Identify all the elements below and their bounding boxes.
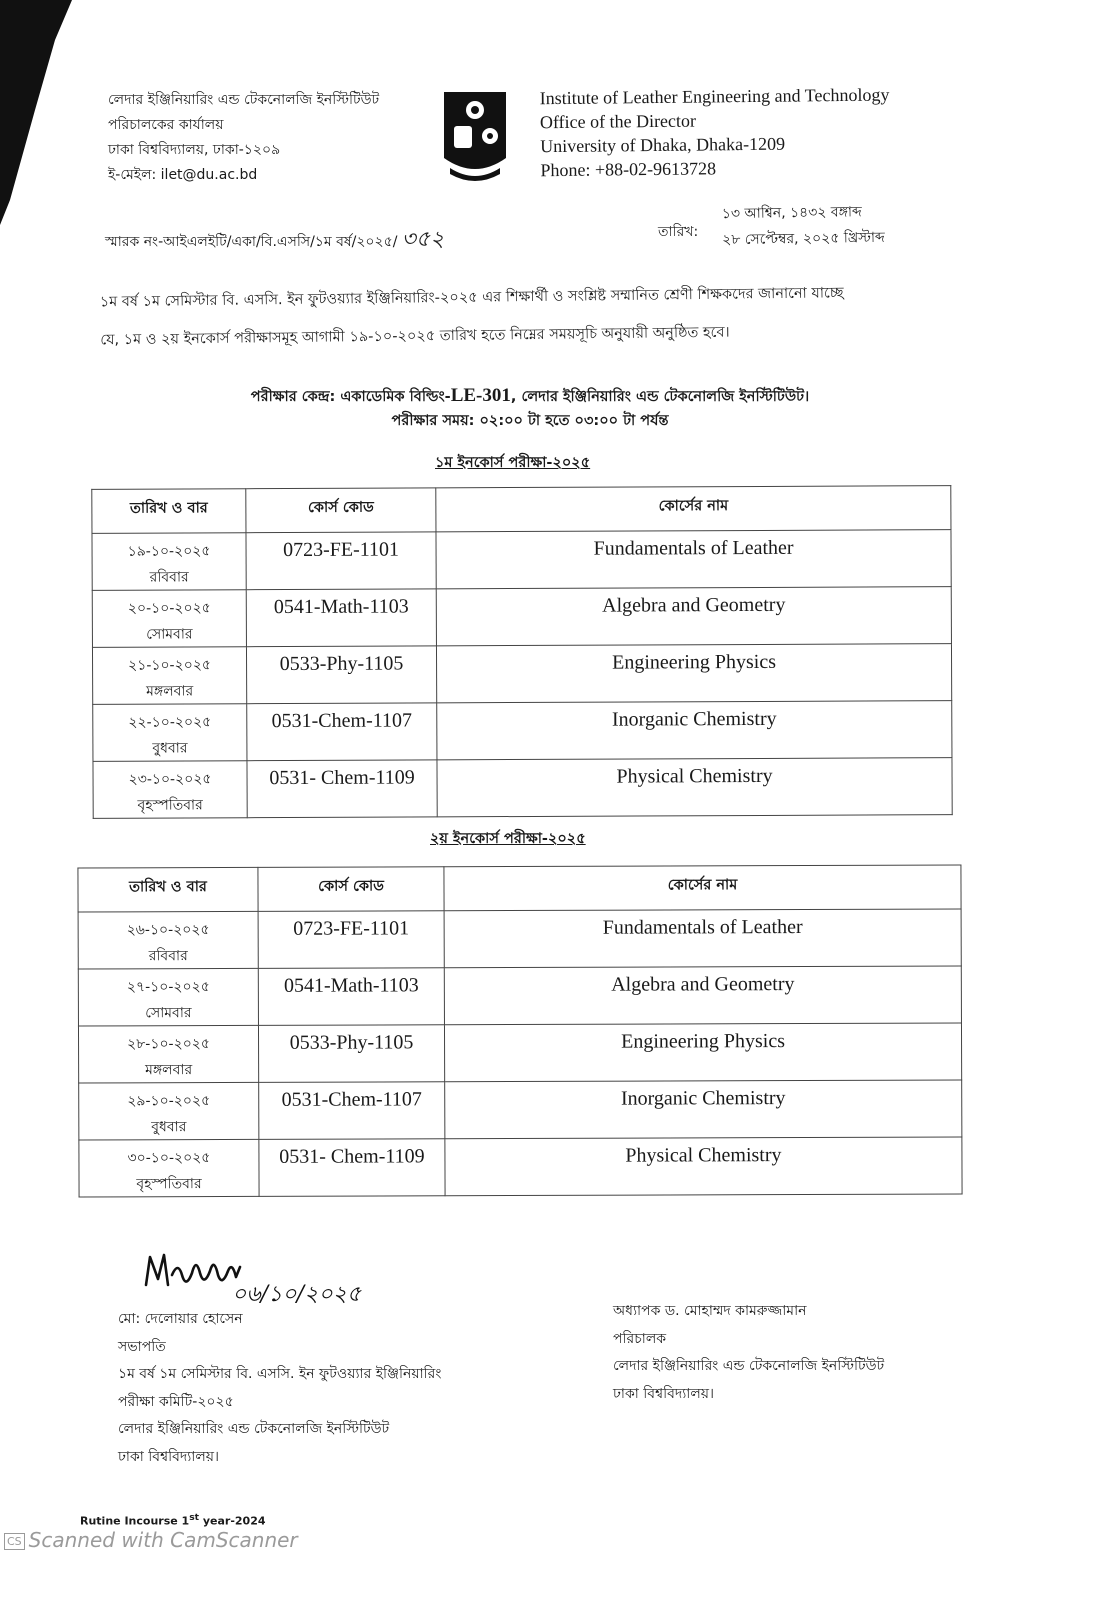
exam-center (120, 384, 940, 409)
name-cell (444, 966, 961, 1025)
camscanner-text: Scanned with CamScanner (28, 1528, 298, 1552)
exam-date: ২৮-১০-২০২৫ (127, 1036, 211, 1053)
memo-number: ৩৫২ (401, 227, 445, 252)
exam-day: সোমবার (145, 1005, 192, 1022)
exam-venue-block (120, 384, 940, 433)
header-right-block (540, 82, 961, 182)
course-code: 0531-Chem-1107 (281, 1088, 422, 1111)
date-cell (78, 1025, 258, 1083)
exam-date: ২১-১০-২০২৫ (128, 657, 212, 674)
exam-date: ২৩-১০-২০২৫ (128, 771, 212, 788)
code-cell (247, 703, 437, 761)
exam-day: মঙ্গলবার (146, 683, 194, 700)
course-code: 0723-FE-1101 (283, 538, 400, 562)
date-cell (93, 761, 247, 819)
table-row (92, 530, 951, 591)
code-cell (247, 760, 437, 818)
date-label: তারিখ: (658, 224, 699, 240)
course-name: Physical Chemistry (616, 764, 773, 788)
date-values (722, 199, 885, 253)
date-cell (78, 911, 258, 969)
course-name: Fundamentals of Leather (593, 536, 794, 560)
name-cell (436, 587, 951, 646)
exam-date: ১৯-১০-২০২৫ (127, 543, 211, 560)
exam-date: ২৬-১০-২০২৫ (126, 922, 210, 939)
code-cell (259, 1139, 445, 1197)
footer-note-suffix: year-2024 (199, 1514, 266, 1528)
name-cell (445, 1080, 962, 1139)
camscanner-watermark (4, 1528, 298, 1552)
university-address: University of Dhaka, Dhaka-1209 (540, 133, 786, 157)
name-cell (436, 644, 951, 703)
signatory-title: সভাপতি (118, 1338, 166, 1355)
column-header-code: কোর্স কোড (246, 488, 436, 533)
code-cell (259, 1082, 445, 1140)
footer-note-prefix: Rutine Incourse 1 (80, 1514, 190, 1528)
signatory-name: মো: দেলোয়ার হোসেন (118, 1311, 243, 1327)
footer-note (80, 1512, 266, 1528)
exam-date: ২৭-১০-২০২৫ (126, 979, 210, 996)
code-cell (246, 646, 436, 704)
exam-day: রবিবার (148, 948, 188, 965)
name-cell (444, 1023, 961, 1082)
exam-center-suffix: , লেদার ইঞ্জিনিয়ারিং এন্ড টেকনোলজি ইনস্টিটিউট। (510, 389, 810, 405)
footer-note-sup: st (189, 1512, 200, 1523)
exam-schedule-table-2 (77, 864, 962, 1197)
name-cell (445, 1137, 962, 1196)
date-cell (92, 533, 246, 591)
table-row (78, 909, 961, 969)
signatory-line: পরীক্ষা কমিটি-২০২৫ (118, 1393, 234, 1410)
table-row (93, 701, 952, 762)
course-name: Inorganic Chemistry (611, 707, 777, 731)
date-cell (93, 704, 247, 762)
memo-prefix: স্মারক নং-আইএলইটি/একা/বি.এসসি/১ম বর্ষ/২০২৫/ (105, 234, 398, 250)
code-cell (246, 589, 436, 647)
name-cell (436, 530, 951, 589)
notice-line: ১ম বর্ষ ১ম সেমিস্টার বি. এসসি. ইন ফুটওয়্যার ইঞ্জিনিয়ারিং-২০২৫ এর শিক্ষার্থী ও সংশ্লিষ্ট সম্মানিত শ্রেণী শিক্ষকদের জানানো যাচ্ছে (99, 285, 844, 311)
signature-right-block (613, 1298, 884, 1408)
table-header-row (78, 865, 961, 912)
course-code: 0531- Chem-1109 (269, 766, 415, 790)
course-code: 0531- Chem-1109 (279, 1145, 425, 1168)
handwritten-signature (140, 1245, 370, 1315)
exam-day: রবিবার (149, 569, 189, 586)
name-cell (437, 701, 952, 760)
date-cell (79, 1082, 259, 1140)
date-english: ২৮ সেপ্টেম্বর, ২০২৫ খ্রিস্টাব্দ (722, 229, 885, 249)
table-row (79, 1137, 962, 1197)
header-left-block (108, 88, 438, 188)
course-name: Algebra and Geometry (611, 973, 795, 996)
director-line: ঢাকা বিশ্ববিদ্যালয়। (613, 1385, 715, 1402)
university-crest-logo (440, 88, 510, 184)
exam-center-prefix: পরীক্ষার কেন্দ্র: একাডেমিক বিল্ডিং- (250, 389, 451, 405)
signatory-line: ঢাকা বিশ্ববিদ্যালয়। (118, 1448, 220, 1465)
exam-day: মঙ্গলবার (145, 1062, 193, 1079)
course-code: 0541-Math-1103 (283, 974, 419, 997)
signature-left-block (118, 1306, 441, 1471)
exam-date: ৩০-১০-২০২৫ (127, 1150, 211, 1167)
camscanner-badge-icon: CS (4, 1533, 25, 1550)
exam-date: ২০-১০-২০২৫ (127, 600, 211, 617)
date-cell (92, 647, 246, 705)
memo-reference (105, 222, 444, 259)
scan-edge-shadow (0, 0, 110, 240)
table1-title: ১ম ইনকোর্স পরীক্ষা-২০২৫ (435, 455, 591, 471)
header-left-line: ই-মেইল: ilet@du.ac.bd (108, 167, 258, 183)
phone-number: Phone: +88-02-9613728 (540, 158, 717, 181)
date-cell (78, 968, 258, 1026)
exam-day: বুধবার (151, 1119, 187, 1136)
course-code: 0723-FE-1101 (293, 917, 410, 940)
table-row (78, 966, 961, 1026)
course-code: 0541-Math-1103 (273, 595, 409, 619)
table-row (78, 1023, 961, 1083)
exam-day: বৃহস্পতিবার (136, 1176, 202, 1193)
signature-date: ০৬/১০/২০২৫ (232, 1282, 362, 1307)
name-cell (437, 758, 952, 817)
column-header-name: কোর্সের নাম (436, 486, 951, 532)
date-cell (79, 1139, 259, 1197)
column-header-date: তারিখ ও বার (92, 489, 246, 534)
header-left-line: লেদার ইঞ্জিনিয়ারিং এন্ড টেকনোলজি ইনস্টিটিউট (108, 92, 380, 108)
exam-day: সোমবার (146, 626, 193, 643)
course-code: 0533-Phy-1105 (279, 652, 404, 676)
director-title: পরিচালক (613, 1330, 667, 1347)
notice-paragraph (100, 273, 971, 360)
code-cell (246, 532, 436, 590)
course-name: Fundamentals of Leather (602, 916, 803, 939)
table-row (93, 758, 952, 819)
course-name: Physical Chemistry (625, 1144, 782, 1167)
code-cell (258, 911, 444, 969)
exam-schedule-table-1 (91, 485, 952, 819)
column-header-code: কোর্স কোড (258, 867, 444, 912)
table-row (92, 587, 951, 648)
exam-date: ২২-১০-২০২৫ (128, 714, 212, 731)
name-cell (444, 909, 961, 968)
exam-date: ২৯-১০-২০২৫ (127, 1093, 211, 1110)
date-bangla: ১৩ আশ্বিন, ১৪৩২ বঙ্গাব্দ (721, 204, 862, 223)
signatory-line: ১ম বর্ষ ১ম সেমিস্টার বি. এসসি. ইন ফুটওয়্যার ইঞ্জিনিয়ারিং (118, 1366, 442, 1382)
column-header-name: কোর্সের নাম (444, 865, 961, 911)
office-name: Office of the Director (539, 110, 697, 133)
table-row (92, 644, 951, 705)
signatory-line: লেদার ইঞ্জিনিয়ারিং এন্ড টেকনোলজি ইনস্টিটিউট (118, 1421, 390, 1437)
table2-title: ২য় ইনকোর্স পরীক্ষা-২০২৫ (430, 831, 586, 847)
date-cell (92, 590, 246, 648)
institute-name: Institute of Leather Engineering and Technology (539, 84, 890, 109)
exam-time: পরীক্ষার সময়: ০২:০০ টা হতে ০৩:০০ টা পর্যন্ত (391, 413, 669, 429)
course-name: Engineering Physics (621, 1030, 786, 1053)
course-name: Engineering Physics (612, 650, 777, 674)
course-name: Inorganic Chemistry (620, 1087, 786, 1110)
table-row (79, 1080, 962, 1140)
director-line: লেদার ইঞ্জিনিয়ারিং এন্ড টেকনোলজি ইনস্টিটিউট (613, 1358, 885, 1374)
header-left-line: পরিচালকের কার্যালয় (108, 117, 224, 133)
exam-day: বুধবার (152, 740, 188, 757)
exam-room: LE-301 (450, 385, 511, 406)
notice-line: যে, ১ম ও ২য় ইনকোর্স পরীক্ষাসমূহ আগামী ১৯-১০-২০২৫ তারিখ হতে নিম্নের সময়সূচি অনুযায়ী অনুষ্ঠিত হবে। (100, 324, 730, 349)
table-header-row (92, 486, 951, 534)
code-cell (258, 1025, 444, 1083)
director-name: অধ্যাপক ড. মোহাম্মদ কামরুজ্জামান (613, 1303, 807, 1319)
column-header-date: তারিখ ও বার (78, 867, 258, 912)
code-cell (258, 968, 444, 1026)
exam-day: বৃহস্পতিবার (137, 797, 203, 814)
course-name: Algebra and Geometry (602, 593, 786, 617)
course-code: 0533-Phy-1105 (289, 1031, 414, 1054)
course-code: 0531-Chem-1107 (271, 709, 413, 733)
header-left-line: ঢাকা বিশ্ববিদ্যালয়, ঢাকা-১২০৯ (108, 142, 281, 158)
